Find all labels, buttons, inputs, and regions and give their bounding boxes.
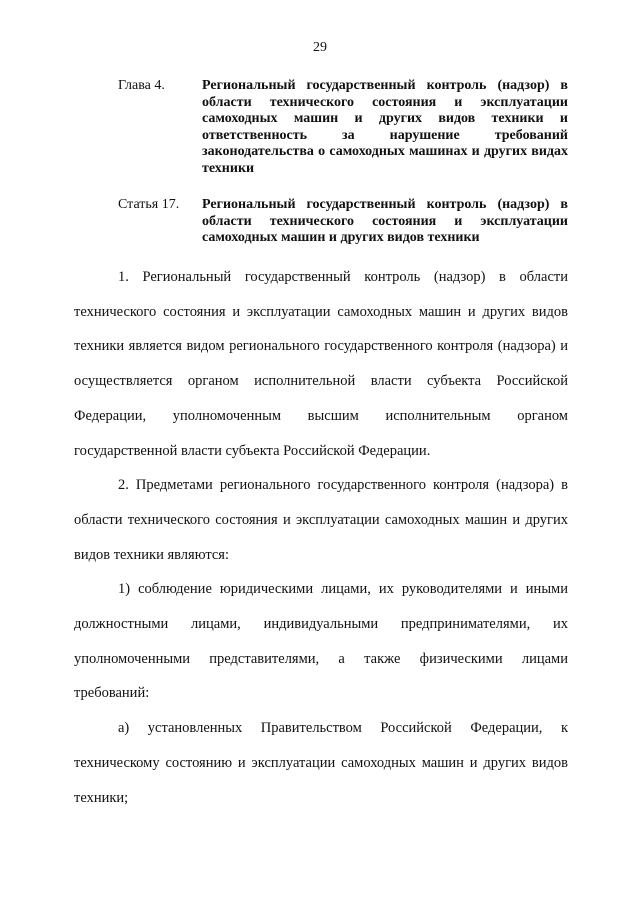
chapter-heading [118, 78, 568, 178]
paragraph: а) установленных Правительством Российской Федерации, к техническому состоянию и эксплуатации самоходных машин и других видов техники; [74, 720, 568, 806]
article-label: Статья 17. [118, 197, 180, 212]
article-body [74, 260, 568, 815]
paragraph: 1. Региональный государственный контроль (надзор) в области технического состояния и эксплуатации самоходных машин и других видов техники является видом регионального государственного контроля (надзора) и осуществляется органом исполнительной власти субъекта Российской Федерации, уполномоченным высшим исполнительным органом государственной власти субъекта Российской Федерации. [74, 269, 568, 459]
article-heading [118, 197, 568, 249]
article-title: Региональный государственный контроль (надзор) в области технического состояния и эксплуатации самоходных машин и других видов техники [202, 197, 568, 245]
page-number: 29 [313, 40, 327, 55]
paragraph: 1) соблюдение юридическими лицами, их руководителями и иными должностными лицами, индивидуальными предпринимателями, их уполномоченными представителями, а также физическими лицами требований: [74, 581, 568, 702]
paragraph: 2. Предметами регионального государственного контроля (надзора) в области технического состояния и эксплуатации самоходных машин и других видов техники являются: [74, 477, 568, 563]
chapter-label: Глава 4. [118, 78, 165, 93]
chapter-title: Региональный государственный контроль (надзор) в области технического состояния и эксплуатации самоходных машин и других видов техники и ответственность за нарушение требований законодательства о самоходных машинах и других видах техники [202, 78, 568, 176]
